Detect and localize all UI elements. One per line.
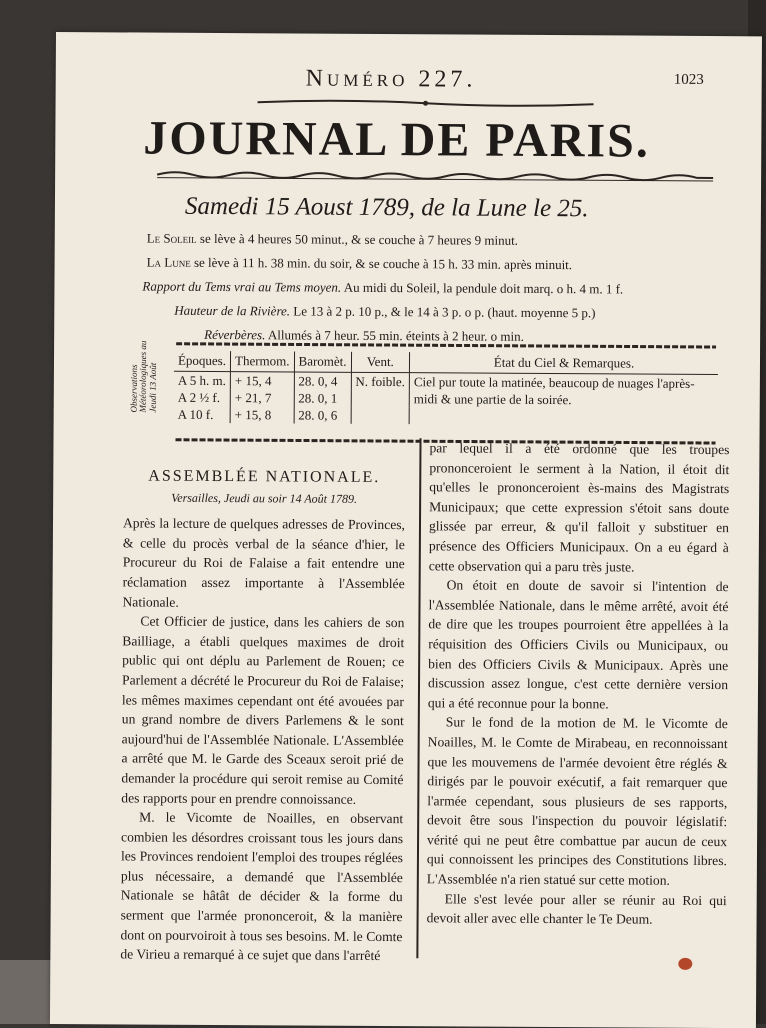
article-left-column	[120, 466, 405, 966]
hauteur-line	[174, 303, 595, 322]
reverberes-label: Réverbères.	[204, 326, 266, 343]
issue-dateline: Samedi 15 Aoust 1789, de la Lune le 25.	[184, 192, 589, 223]
article-paragraph: Cet Officier de justice, dans les cahiers de son Bailliage, a établi quelques maximes de droit public qui ont déplu au Parlement de Rouen; ce Parlement a décrété le Procureur du Roi de Falaise; les mêmes maximes cependant ont été avouées par un grand nombre de divers Parlemens & le sont aujourd'hui de l'Assemblée Nationale. L'Assemblée a arrêté que M. le Garde des Sceaux seroit prié de demander la procédure qui seroit remise au Comité des rapports pour en prendre connoissance.	[121, 613, 405, 807]
header-etat-ciel: État du Ciel & Remarques.	[409, 352, 718, 374]
baro-cell: 28. 0, 4	[294, 372, 351, 390]
rapport-text: Au midi du Soleil, la pendule doit marq. o h. 4 m. 1 f.	[343, 279, 624, 297]
header-vent: Vent.	[351, 352, 410, 373]
ciel-cell: Ciel pur toute la matinée, beaucoup de nuages l'après-midi & une partie de la soirée.	[413, 374, 695, 408]
soleil-line	[147, 231, 518, 249]
lune-label: La Lune	[146, 254, 191, 270]
article-heading: ASSEMBLÉE NATIONALE.	[148, 467, 381, 486]
wax-stain	[678, 958, 692, 970]
thermo-cell: + 15, 8	[230, 406, 294, 423]
article-paragraph: par lequel il a été ordonné que les troupes prononceroient le serment à la Nation, il étoit dit qu'elles le prononceroient ès-mains des Magistrats Municipaux; que cette expression s'étoit sans doute glissée par erreur, & qu'il falloit y substituer en présence des Officiers Municipaux. On a eu égard à cette observation qui a paru très juste.	[428, 440, 730, 575]
article-paragraph: On étoit en doute de savoir si l'intention de l'Assemblée Nationale, dans le même arrêté, avoit été de dire que les troupes pourroient être appellées à la réquisition des Officiers Civils ou Municipaux, ou bien des Officiers Civils & Municipaux. Après une discussion assez longue, c'est cette dernière version qui a été reconnue pour la bonne.	[427, 577, 729, 712]
epoque-cell: A 2 ½ f.	[174, 389, 231, 406]
baro-cell: 28. 0, 1	[294, 389, 351, 406]
epoque-cell: A 5 h. m.	[174, 371, 231, 389]
observations-side-label: Observations Météorologiques au Jeudi 13 Août	[128, 340, 158, 413]
header-epoques: Époques.	[174, 351, 231, 372]
article-dateline: Versailles, Jeudi au soir 14 Août 1789.	[171, 490, 358, 506]
lune-text: se lève à 11 h. 38 min. du soir, & se couche à 15 h. 33 min. après minuit.	[193, 254, 573, 273]
hauteur-text: Le 13 à 2 p. 10 p., & le 14 à 3 p. o p. (haut. moyenne 5 p.)	[293, 303, 596, 321]
page-number: 1023	[673, 71, 704, 88]
article-right-column	[427, 438, 730, 930]
lune-line	[147, 255, 573, 274]
soleil-text: se lève à 4 heures 50 minut., & se couche à 7 heures 9 minut.	[199, 230, 519, 248]
weather-table	[174, 351, 718, 426]
column-divider	[416, 438, 421, 958]
thermo-cell: + 15, 4	[230, 372, 294, 390]
hauteur-label: Hauteur de la Rivière.	[174, 302, 291, 319]
header-baromet: Baromèt.	[294, 351, 351, 372]
article-paragraph: Sur le fond de la motion de M. le Vicomte de Noailles, M. le Comte de Mirabeau, en reconnoissant que les mouvemens de l'armée devoient être réglés & dirigés par le pouvoir exécutif, a fait remarquer que l'armée cependant, sous plusieurs de ses rapports, devoit être sous l'inspection du pouvoir législatif: vérité qui ne peut être combattue par aucun de ceux qui connoissent les principes des Constitutions libres. L'Assemblée n'a rien statué sur cette motion.	[426, 714, 728, 888]
article-paragraph: M. le Vicomte de Noailles, en observant combien les désordres croissant tous les jours dans les Provinces rendoient l'emploi des troupes réglées plus nécessaire, a demandé que l'Assemblée Nationale se hâtât de décider & la forme du serment que l'armée prononceroit, & la manière dont on pourvoiroit à tous ses besoins. M. le Comte de Virieu a remarqué à ce sujet que dans l'arrêté	[120, 809, 404, 964]
ornamental-rule-icon	[256, 97, 596, 109]
soleil-label: Le Soleil	[146, 230, 197, 246]
header-thermom: Thermom.	[230, 351, 294, 372]
epoque-cell: A 10 f.	[174, 406, 231, 423]
article-paragraph: Elle s'est levée pour aller se réunir au Roi qui devoit aller avec elle chanter le Te Deum.	[426, 891, 727, 927]
newspaper-page	[50, 32, 762, 1028]
issue-number: Numéro 227.	[305, 65, 477, 93]
vent-cell: N. foible.	[351, 372, 410, 424]
masthead-title: JOURNAL DE PARIS.	[143, 111, 651, 168]
thermo-cell: + 21, 7	[230, 389, 294, 406]
article-paragraph: Après la lecture de quelques adresses de Provinces, & celle du procès verbal de la séance d'hier, le Procureur du Roi de Falaise a fait entendre une réclamation assez importante à l'Assemblée Nationale.	[122, 515, 406, 610]
table-top-border-icon	[176, 341, 716, 350]
decorative-border-icon	[155, 169, 715, 184]
rapport-label: Rapport du Tems vrai au Tems moyen.	[142, 278, 342, 295]
baro-cell: 28. 0, 6	[294, 406, 351, 423]
rapport-line	[142, 279, 623, 298]
reverberes-text: Allumés à 7 heur. 55 min. éteints à 2 heur. o min.	[267, 327, 524, 344]
